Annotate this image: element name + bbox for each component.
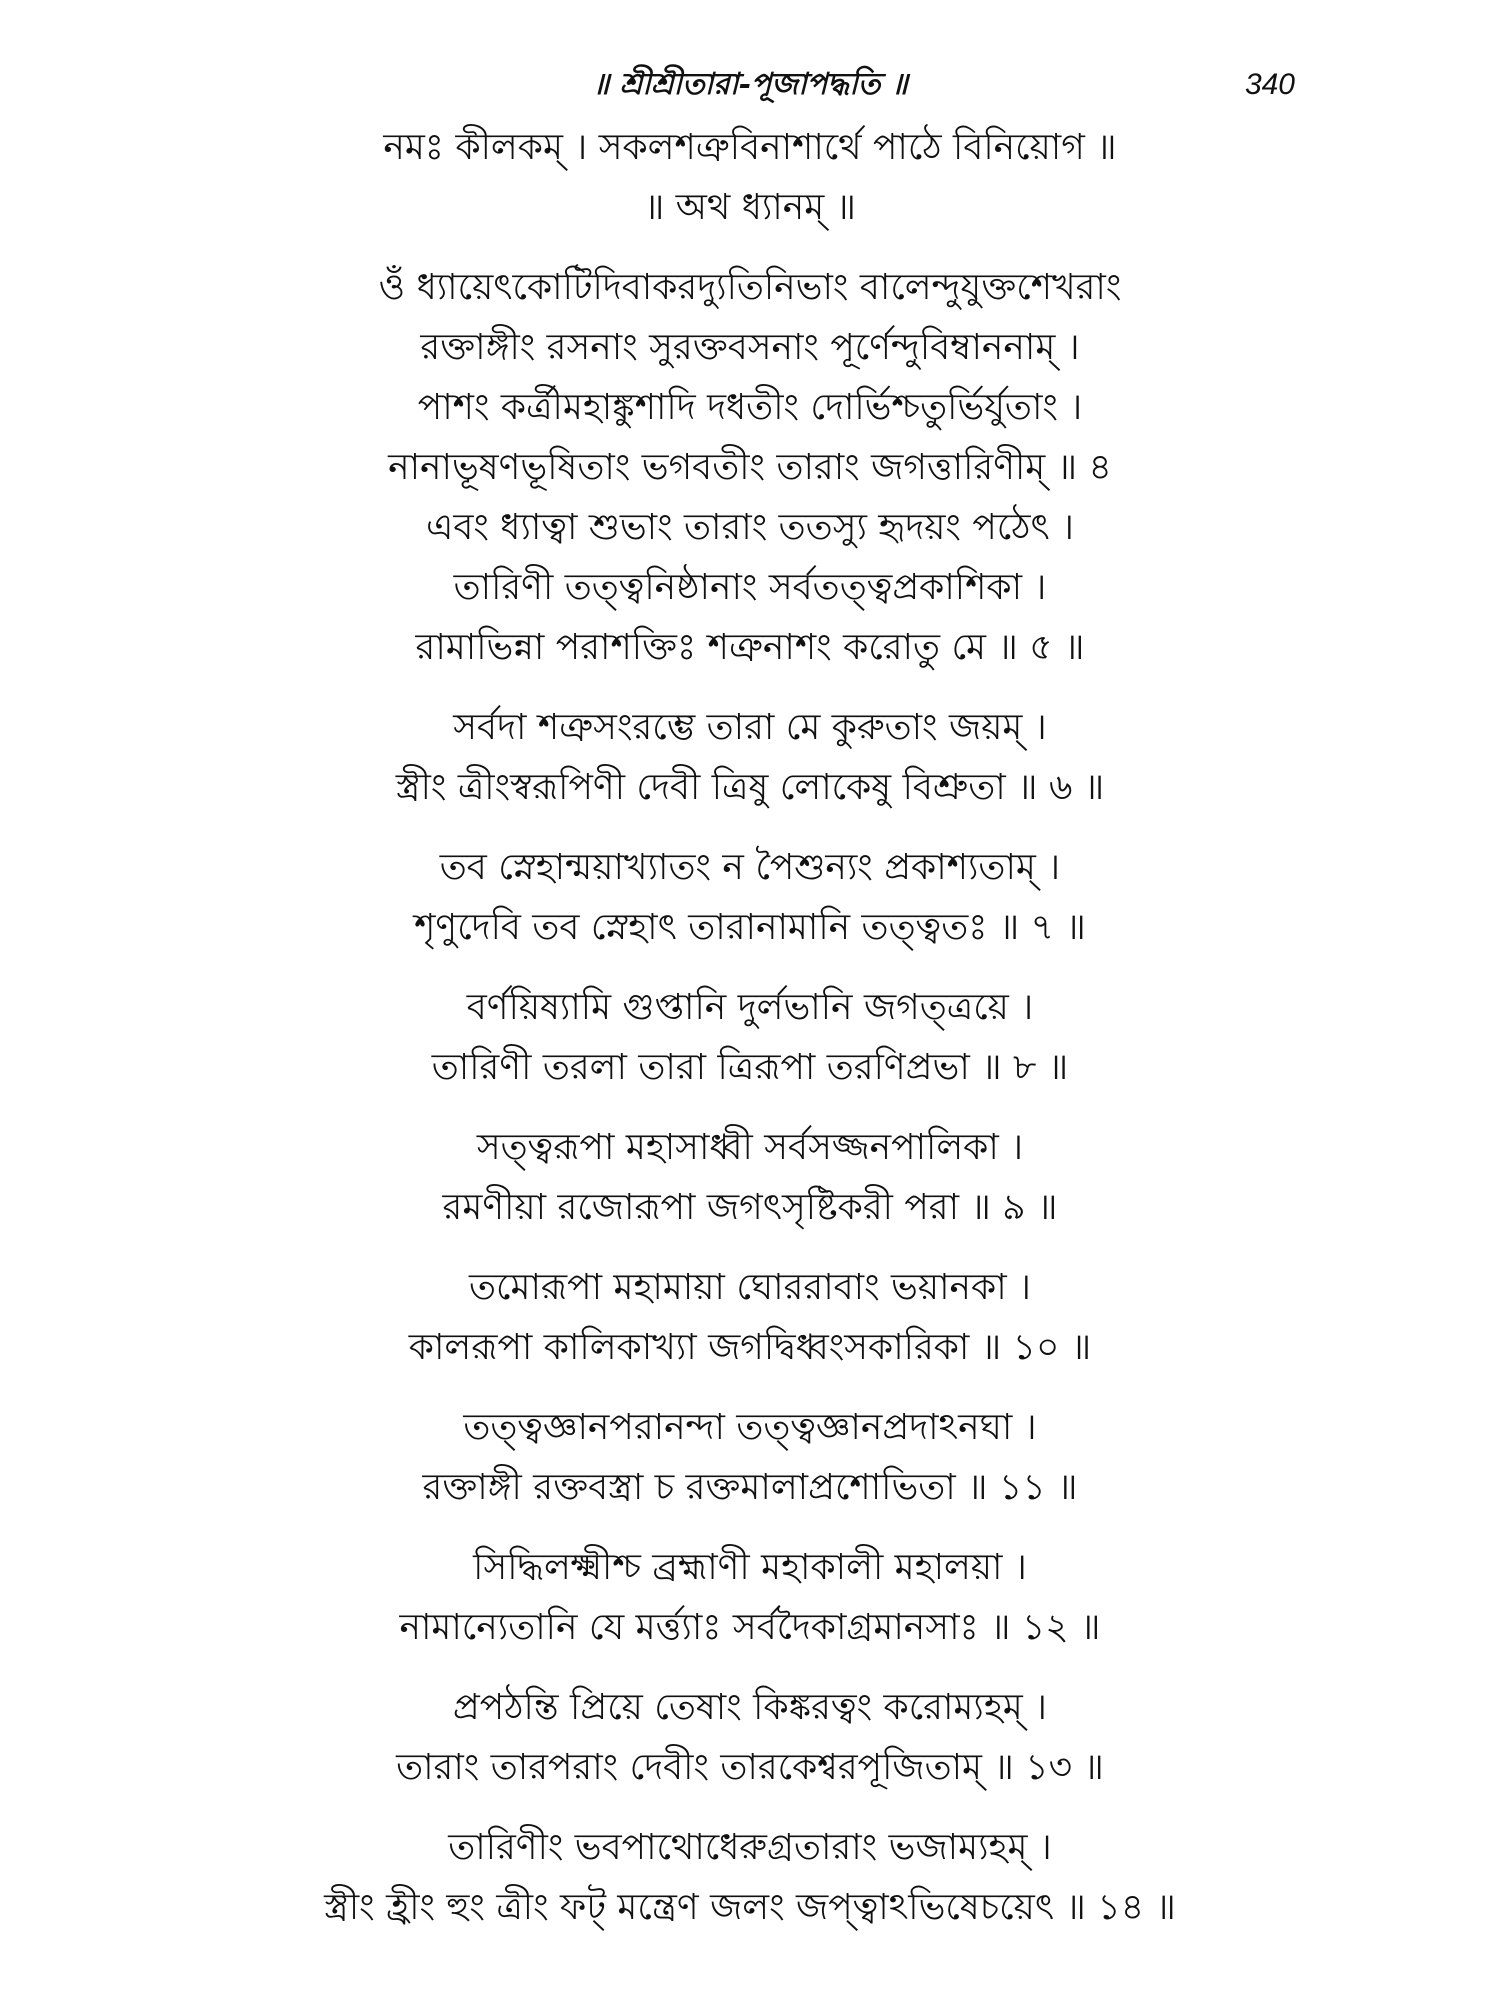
verse-line: ওঁ ধ্যায়েৎকোটিদিবাকরদ্যুতিনিভাং বালেন্দুযুক্তশেখরাং [378,267,1122,308]
verse-line: সর্বদা শত্রুসংরম্ভে তারা মে কুরুতাং জয়ম্ । [453,707,1047,748]
stanza [170,698,1330,818]
section-heading: ॥ অথ ধ্যানম্ ॥ [643,187,857,228]
body-text [170,118,1330,1938]
intro-line: নমঃ কীলকম্ । সকলশত্রুবিনাশার্থে পাঠে বিনিয়োগ ॥ [383,127,1117,168]
stanza-list [170,258,1330,1938]
verse-line: স্ত্রীং ত্রীংস্বরূপিণী দেবী ত্রিষু লোকেষু বিশ্রুতা ॥ ৬ ॥ [395,767,1105,808]
verse-line: তারাং তারপরাং দেবীং তারকেশ্বরপূজিতাম্ ॥ ১৩ ॥ [396,1747,1104,1788]
verse-line: তারিণী তত্ত্বনিষ্ঠানাং সর্বতত্ত্বপ্রকাশিকা । [453,567,1047,608]
verse-line: তত্ত্বজ্ঞানপরানন্দা তত্ত্বজ্ঞানপ্রদাঽনঘা । [463,1407,1037,1448]
stanza [170,838,1330,958]
page-number: 340 [1244,68,1295,101]
stanza [170,1818,1330,1938]
verse-line: তমোরূপা মহামায়া ঘোররাবাং ভয়ানকা । [469,1267,1031,1308]
verse-line: রমণীয়া রজোরূপা জগৎসৃষ্টিকরী পরা ॥ ৯ ॥ [442,1187,1058,1228]
header-title: ॥ শ্রীশ্রীতারা-পূজাপদ্ধতি ॥ [592,67,908,102]
verse-line: নানাভূষণভূষিতাং ভগবতীং তারাং জগত্তারিণীম্ ॥ ৪ [388,447,1112,488]
verse-line: এবং ধ্যাত্বা শুভাং তারাং ততস্যু হৃদয়ং পঠেৎ । [425,507,1075,548]
verse-line: শৃণুদেবি তব স্নেহাৎ তারানামানি তত্ত্বতঃ ॥ ৭ ॥ [414,907,1086,948]
running-header [0,62,1500,108]
stanza [170,1118,1330,1238]
verse-line: তব স্নেহান্ময়াখ্যাতং ন পৈশুন্যং প্রকাশ্যতাম্ । [439,847,1061,888]
stanza [170,258,1330,678]
verse-line: তারিণীং ভবপাথোধেরুগ্রতারাং ভজাম্যহম্ । [448,1827,1052,1868]
verse-line: পাশং কর্ত্রীমহাঙ্কুশাদি দধতীং দোর্ভিশ্চতুর্ভির্যুতাং । [417,387,1083,428]
verse-line: রক্তাঙ্গী রক্তবস্ত্রা চ রক্তমালাপ্রশোভিতা ॥ ১১ ॥ [422,1467,1078,1508]
verse-line: সত্ত্বরূপা মহাসাধ্বী সর্বসজ্জনপালিকা । [476,1127,1024,1168]
stanza [170,1538,1330,1658]
verse-line: নামান্যেতানি যে মর্ত্ত্যাঃ সর্বদৈকাগ্রমানসাঃ ॥ ১২ ॥ [399,1607,1101,1648]
verse-line: সিদ্ধিলক্ষ্মীশ্চ ব্রহ্মাণী মহাকালী মহালয়া । [473,1547,1027,1588]
verse-line: রক্তাঙ্গীং রসনাং সুরক্তবসনাং পূর্ণেন্দুবিম্বাননাম্ । [420,327,1080,368]
verse-line: রামাভিন্না পরাশক্তিঃ শত্রুনাশং করোতু মে ॥ ৫ ॥ [415,627,1085,668]
stanza [170,978,1330,1098]
verse-line: স্ত্রীং হ্রীং হুং ত্রীং ফট্ মন্ত্রেণ জলং জপ্ত্বাঽভিষেচয়েৎ ॥ ১৪ ॥ [324,1887,1176,1928]
verse-line: বর্ণয়িষ্যামি গুপ্তানি দুর্লভানি জগত্ত্রয়ে । [466,987,1034,1028]
stanza [170,1398,1330,1518]
stanza [170,1258,1330,1378]
verse-line: কালরূপা কালিকাখ্যা জগদ্বিধ্বংসকারিকা ॥ ১০ ॥ [408,1327,1092,1368]
verse-line: তারিণী তরলা তারা ত্রিরূপা তরণিপ্রভা ॥ ৮ ॥ [431,1047,1069,1088]
stanza [170,1678,1330,1798]
verse-line: প্রপঠন্তি প্রিয়ে তেষাং কিঙ্করত্বং করোম্যহম্ । [452,1687,1048,1728]
